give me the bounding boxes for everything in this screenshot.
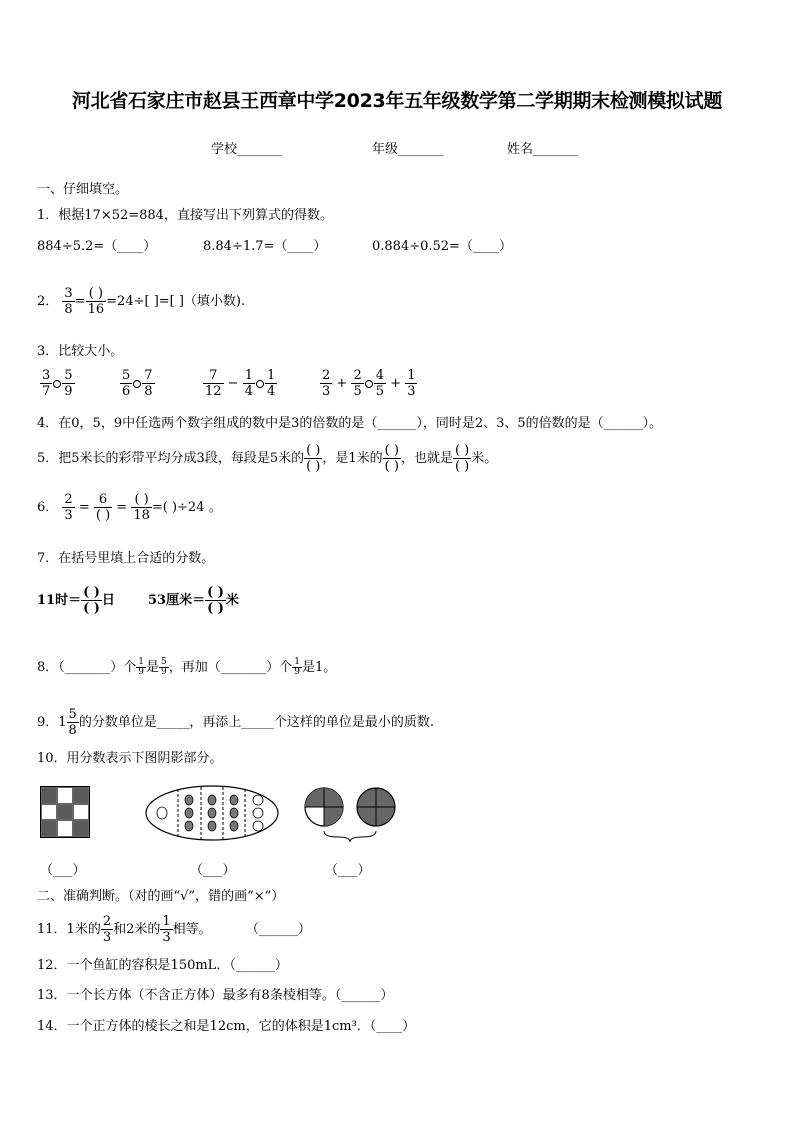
question-9[interactable]: 9．1 $\frac{5}{8}$ 的分数单位是_____，再添上_____个这样的单位是最小的质数.	[37, 707, 434, 738]
question-5[interactable]: 5．把5米长的彩带平均分成3段，每段是5米的 ( ) ( ) ，是1米的 ( ) ( ) ，也就是 ( ) ( ) 米。	[37, 443, 498, 474]
oval-dots-figure	[144, 784, 280, 842]
q10-blank-1[interactable]: （___）	[40, 863, 86, 878]
question-2: 2． $\frac{3}{8}$ = ( ) 16 =24÷[ ]=[ ]（填小数).	[37, 286, 246, 317]
page-title: 河北省石家庄市赵县王西章中学2023年五年级数学第二学期期末检测模拟试题	[71, 90, 723, 112]
fraction-blank[interactable]: ( ) 16	[87, 286, 105, 317]
school-field[interactable]: 学校_______	[211, 142, 283, 157]
question-3: 3．比较大小。	[37, 344, 124, 359]
shaded-grid-figure	[40, 786, 90, 838]
compare-4[interactable]: $\frac{2}{3}$ + $\frac{2}{5}$ $\frac{4}{5}$ + $\frac{1}{3}$	[322, 368, 416, 399]
compare-2[interactable]: $\frac{5}{6}$ $\frac{7}{8}$	[122, 368, 153, 399]
circles-figure	[302, 787, 402, 843]
q1-item-a[interactable]: 884÷5.2=（____）	[37, 239, 157, 254]
question-1: 1．根据17×52=884，直接写出下列算式的得数。	[37, 208, 333, 223]
question-6[interactable]: 6． $\frac{2}{3}$ = 6 ( ) = ( ) 18 =( )÷24 。	[37, 492, 222, 523]
question-4[interactable]: 4．在0，5，9中任选两个数字组成的数中是3的倍数的是（______），同时是2、3、5的倍数的是（______）。	[37, 416, 663, 431]
question-11[interactable]: 11．1米的 $\frac{2}{3}$ 和2米的 $\frac{1}{3}$ 相等。 （______）	[37, 914, 311, 945]
name-field[interactable]: 姓名_______	[507, 142, 579, 157]
q1-item-c[interactable]: 0.884÷0.52=（____）	[372, 239, 512, 254]
compare-circle-icon	[365, 380, 373, 388]
grade-field[interactable]: 年级_______	[372, 142, 444, 157]
question-8[interactable]: 8．（_______）个 $\frac{1}{9}$ 是 $\frac{5}{9}$ ，再加（_______）个 $\frac{1}{9}$ 是1。	[37, 657, 337, 677]
compare-3[interactable]: $\frac{7}{12}$ − $\frac{1}{4}$ $\frac{1}{4}$	[205, 368, 276, 399]
question-10: 10．用分数表示下图阴影部分。	[37, 751, 223, 766]
compare-1[interactable]: $\frac{3}{7}$ $\frac{5}{9}$	[42, 368, 73, 399]
section-heading-1: 一、仔细填空。	[37, 182, 129, 197]
q1-item-b[interactable]: 8.84÷1.7=（____）	[203, 239, 327, 254]
question-14[interactable]: 14．一个正方体的棱长之和是12cm，它的体积是1cm³．（____）	[37, 1019, 416, 1034]
compare-circle-icon	[53, 380, 61, 388]
q7-items[interactable]: 11时＝ ( ) ( ) 日 53厘米＝ ( ) ( ) 米	[37, 585, 239, 616]
q10-blank-2[interactable]: （___）	[190, 863, 236, 878]
compare-circle-icon	[133, 380, 141, 388]
question-7: 7．在括号里填上合适的分数。	[37, 551, 215, 566]
question-13[interactable]: 13．一个长方体（不含正方体）最多有8条棱相等。（______）	[37, 988, 394, 1003]
fraction: $\frac{3}{8}$	[64, 286, 73, 317]
q10-blank-3[interactable]: （___）	[325, 863, 371, 878]
question-12[interactable]: 12．一个鱼缸的容积是150mL．（______）	[37, 958, 288, 973]
section-heading-2: 二、准确判断。（对的画“√”，错的画“×”）	[37, 889, 285, 904]
compare-circle-icon	[256, 380, 264, 388]
